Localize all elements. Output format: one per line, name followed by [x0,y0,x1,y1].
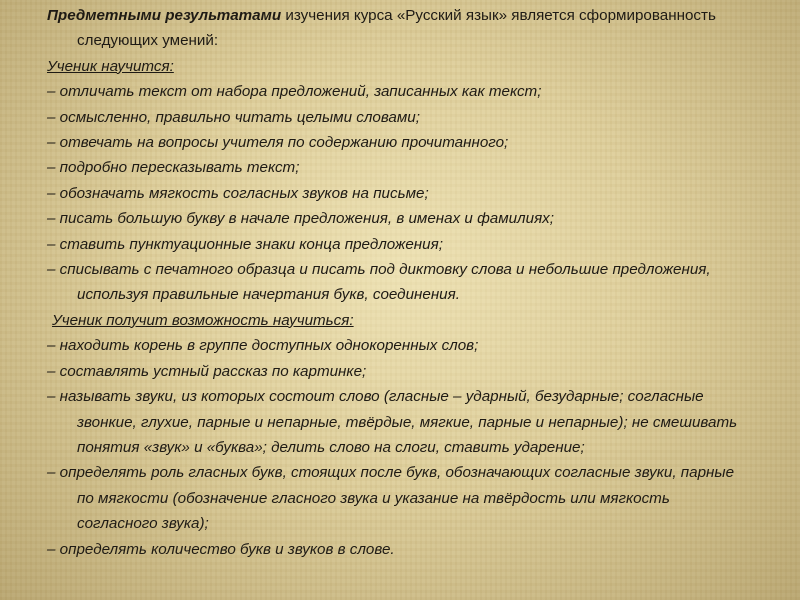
list-item: – писать большую букву в начале предложения, в именах и фамилиях; [47,210,554,228]
intro-bold: Предметными результатами [47,7,282,24]
list-item: – определять количество букв и звуков в слове. [47,540,395,558]
list-item: – составлять устный рассказ по картинке; [47,362,367,380]
slide-text [47,3,747,562]
list-item: – списывать с печатного образца и писать под диктовку слова и небольшие предложения, используя правильные начертания букв, соединения. [47,261,711,304]
list-item: – называть звуки, из которых состоит слово (гласные – ударный, безударные; согласные звонкие, глухие, парные и непарные, твёрдые, мягкие, парные и непарные); не смешивать понятия «звук» и «буква»; делить слово на слоги, ставить ударение; [47,388,738,456]
section-heading-opportunity: Ученик получит возможность научиться: [52,311,354,329]
intro-text: изучения курса «Русский язык» является сформированность следующих умений: [77,7,716,50]
list-item: – находить корень в группе доступных однокоренных слов; [47,337,479,355]
list-item: – подробно пересказывать текст; [47,159,300,177]
list-item: – отличать текст от набора предложений, записанных как текст; [47,83,542,101]
list-item: – отвечать на вопросы учителя по содержанию прочитанного; [47,134,509,152]
list-item: – определять роль гласных букв, стоящих после букв, обозначающих согласные звуки, парные по мягкости (обозначение гласного звука и указание на твёрдость или мягкость согласного звука); [47,464,735,533]
list-item: – осмысленно, правильно читать целыми словами; [47,108,420,126]
section-heading-will-learn: Ученик научится: [47,57,174,75]
list-item: – обозначать мягкость согласных звуков на письме; [47,184,429,202]
list-item: – ставить пунктуационные знаки конца предложения; [47,235,443,253]
intro-paragraph [47,3,747,54]
